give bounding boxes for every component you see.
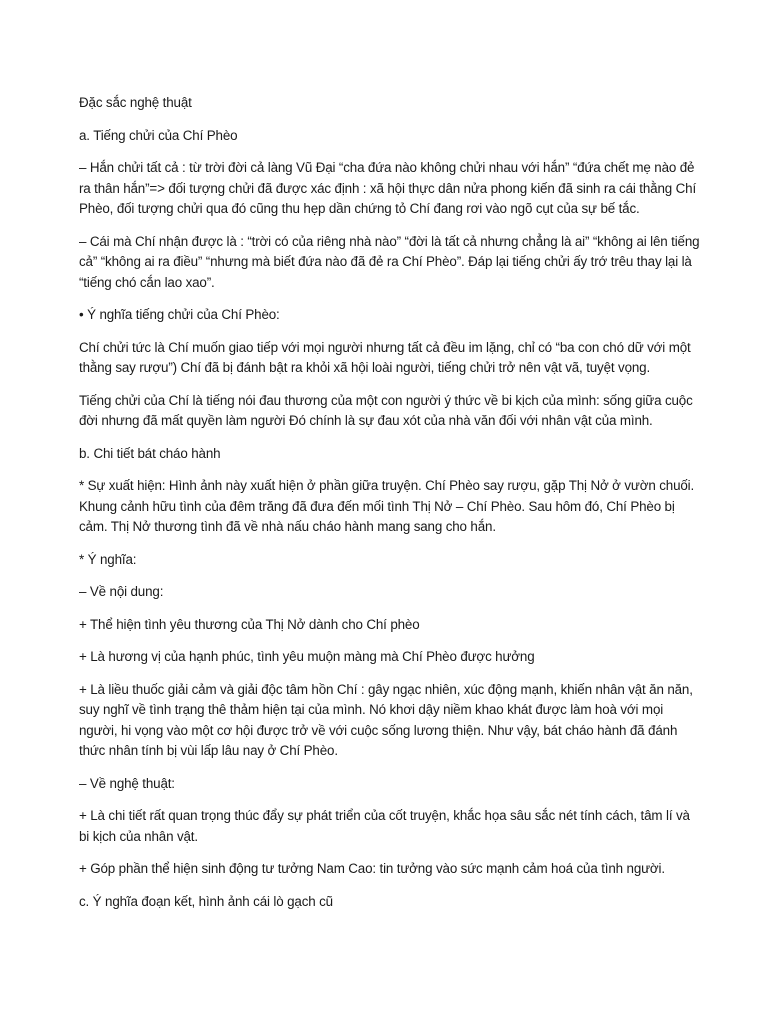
paragraph-wants-to-communicate: Chí chửi tức là Chí muốn giao tiếp với mọi người nhưng tất cả đều im lặng, chỉ có “ba con chó dữ với một thằng say rượu”) Chí đã bị đánh bật ra khỏi xã hội loài người, tiếng chửi trở nên vật vã, tuyệt vọng. xyxy=(79,339,691,375)
point-love-of-thi-no: + Thể hiện tình yêu thương của Thị Nở dành cho Chí phèo xyxy=(79,616,420,632)
bullet-meaning-of-cursing: • Ý nghĩa tiếng chửi của Chí Phèo: xyxy=(79,307,280,322)
point-taste-of-happiness: + Là hương vị của hạnh phúc, tình yêu muộn màng mà Chí Phèo được hưởng xyxy=(79,649,535,664)
label-content: – Về nội dung: xyxy=(79,584,164,599)
paragraph-what-chi-receives: – Cái mà Chí nhận được là : “trời có của riêng nhà nào” “đời là tất cả nhưng chẳng là ai” “không ai lên tiếng cả” “không ai ra điều” “nhưng mà biết đứa nào đã đẻ ra Chí Phèo”. Đáp lại tiếng chửi ấy trớ trêu thay lại là “tiếng chó cắn lao xao”. xyxy=(79,233,700,290)
point-remedy-for-soul: + Là liều thuốc giải cảm và giải độc tâm hồn Chí : gây ngạc nhiên, xúc động mạnh, khiến nhân vật ăn năn, suy nghĩ về tình trạng thê thảm hiện tại của mình. Nó khơi dậy niềm khao khát được làm hoà với mọi người, hi vọng vào một cơ hội được trở về với cuộc sống lương thiện. Như vậy, bát cháo hành đã đánh thức nhân tính bị vùi lấp lâu nay ở Chí Phèo. xyxy=(79,681,693,758)
label-art: – Về nghệ thuật: xyxy=(79,775,175,791)
paragraph-he-curses-all: – Hắn chửi tất cả : từ trời đời cả làng Vũ Đại “cha đứa nào không chửi nhau với hắn” “đứa chết mẹ nào đẻ ra thân hắn”=> đối tượng chửi đã được xác định : xã hội thực dân nửa phong kiến đã sinh ra cái thằng Chí Phèo, đối tượng chửi qua đó cũng thu hẹp dần chứng tỏ Chí đang rơi vào ngõ cụt của sự bế tắc. xyxy=(79,160,697,216)
subheading-cursing: a. Tiếng chửi của Chí Phèo xyxy=(79,127,238,143)
label-meaning: * Ý nghĩa: xyxy=(79,551,137,567)
subheading-ending: c. Ý nghĩa đoạn kết, hình ảnh cái lò gạch cũ xyxy=(79,893,333,909)
document-page xyxy=(79,93,701,924)
point-key-detail: + Là chi tiết rất quan trọng thúc đẩy sự phát triển của cốt truyện, khắc họa sâu sắc nét tính cách, tâm lí và bi kịch của nhân vật. xyxy=(79,808,690,844)
section-heading-art: Đặc sắc nghệ thuật xyxy=(79,95,192,110)
point-nam-cao-thought: + Góp phần thể hiện sinh động tư tưởng Nam Cao: tin tưởng vào sức mạnh cảm hoá của tình người. xyxy=(79,861,665,876)
paragraph-appearance: * Sự xuất hiện: Hình ảnh này xuất hiện ở phần giữa truyện. Chí Phèo say rượu, gặp Thị Nở ở vườn chuối. Khung cảnh hữu tình của đêm trăng đã đưa đến mối tình Thị Nở – Chí Phèo. Sau hôm đó, Chí Phèo bị cảm. Thị Nở thương tình đã về nhà nấu cháo hành mang sang cho hắn. xyxy=(79,478,695,534)
paragraph-painful-voice: Tiếng chửi của Chí là tiếng nói đau thương của một con người ý thức về bi kịch của mình: sống giữa cuộc đời nhưng đã mất quyền làm người Đó chính là sự đau xót của nhà văn đối với nhân vật của mình. xyxy=(79,392,693,428)
subheading-onion-porridge: b. Chi tiết bát cháo hành xyxy=(79,445,221,461)
